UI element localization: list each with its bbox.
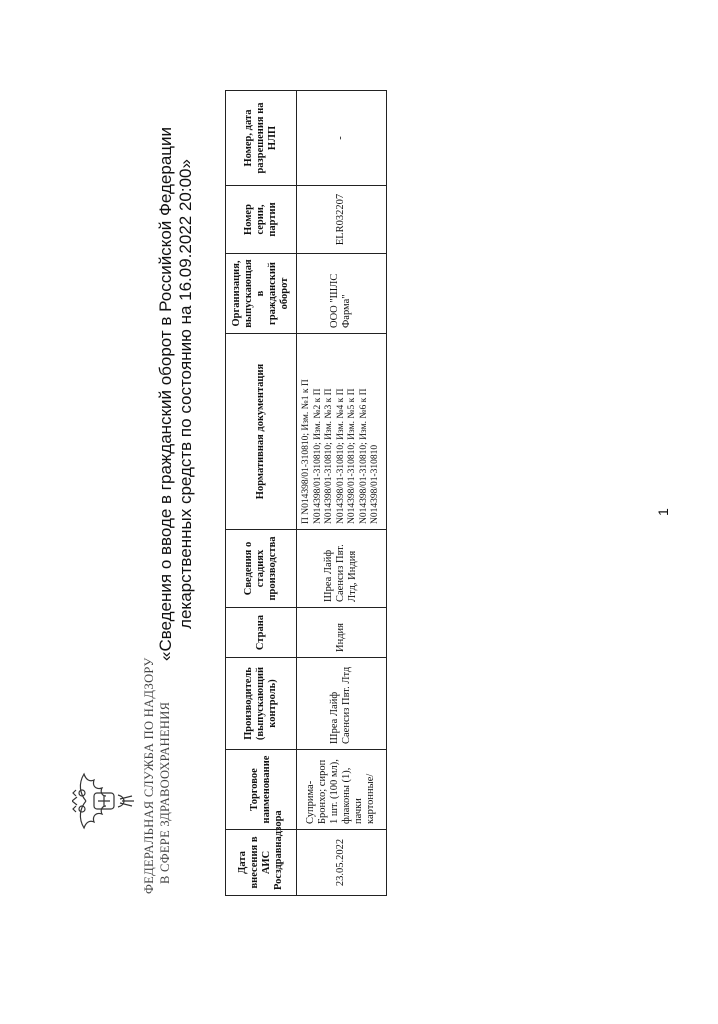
medicines-register-table	[225, 90, 387, 896]
cell-manufacturer: Шреа Лайф Саенсиз Пвт. Лтд	[297, 658, 387, 750]
service-name-line-1: ФЕДЕРАЛЬНАЯ СЛУЖБА ПО НАДЗОРУ	[142, 657, 156, 894]
page-number: 1	[655, 508, 671, 516]
header-normative-docs: Нормативная документация	[226, 334, 297, 530]
cell-date: 23.05.2022	[297, 830, 387, 896]
header-batch-number: Номер серии, партии	[226, 186, 297, 254]
table-row	[297, 91, 387, 896]
cell-batch-number: ELR032207	[297, 186, 387, 254]
normative-doc-line: N014398/01-310810; Изм. №5 к П	[347, 388, 357, 524]
header-production-stages: Сведения о стадиях производства	[226, 530, 297, 608]
service-name-line-2: В СФЕРЕ ЗДРАВООХРАНЕНИЯ	[158, 701, 172, 884]
normative-doc-line: N014398/01-310810; Изм. №6 к П	[358, 388, 369, 524]
cell-normative-docs	[297, 334, 387, 530]
cell-organization: ООО "ШЛС Фарма"	[297, 254, 387, 334]
normative-doc-line: N014398/01-310810; Изм. №3 к П	[324, 388, 334, 524]
normative-doc-line: N014398/01-310810; Изм. №2 к П	[312, 388, 323, 524]
normative-doc-line: N014398/01-310810	[370, 444, 380, 524]
cell-country: Индия	[297, 608, 387, 658]
header-country: Страна	[226, 608, 297, 658]
header-permit: Номер, дата разрешения на НЛП	[226, 91, 297, 186]
title-line-2: лекарственных средств по состоянию на 16.09.2022 20:00»	[176, 159, 195, 629]
document-title	[156, 94, 196, 694]
cell-production-stages: Шреа Лайф Саенсиз Пвт. Лтд, Индия	[297, 530, 387, 608]
normative-doc-line: П N014398/01-310810; Изм. №1 к П	[301, 379, 311, 524]
header-trade-name: Торговое наименование	[226, 750, 297, 830]
header-date: Дата внесения в АИС Росздравнадзора	[226, 830, 297, 896]
normative-doc-line: N014398/01-310810; Изм. №4 к П	[335, 388, 346, 524]
header-manufacturer: Производитель (выпускающий контроль)	[226, 658, 297, 750]
cell-permit: -	[297, 91, 387, 186]
title-line-1: «Сведения о вводе в гражданский оборот в Российской Федерации	[156, 126, 175, 662]
document-header	[80, 657, 172, 894]
double-headed-eagle-emblem-icon	[72, 766, 136, 836]
table-header-row	[226, 91, 297, 896]
header-organization: Организация, выпускающая в гражданский оборот	[226, 254, 297, 334]
cell-trade-name: Суприма-Бронхо; сироп 1 шт. (100 мл), флаконы (1), пачки картонные/	[297, 750, 387, 830]
